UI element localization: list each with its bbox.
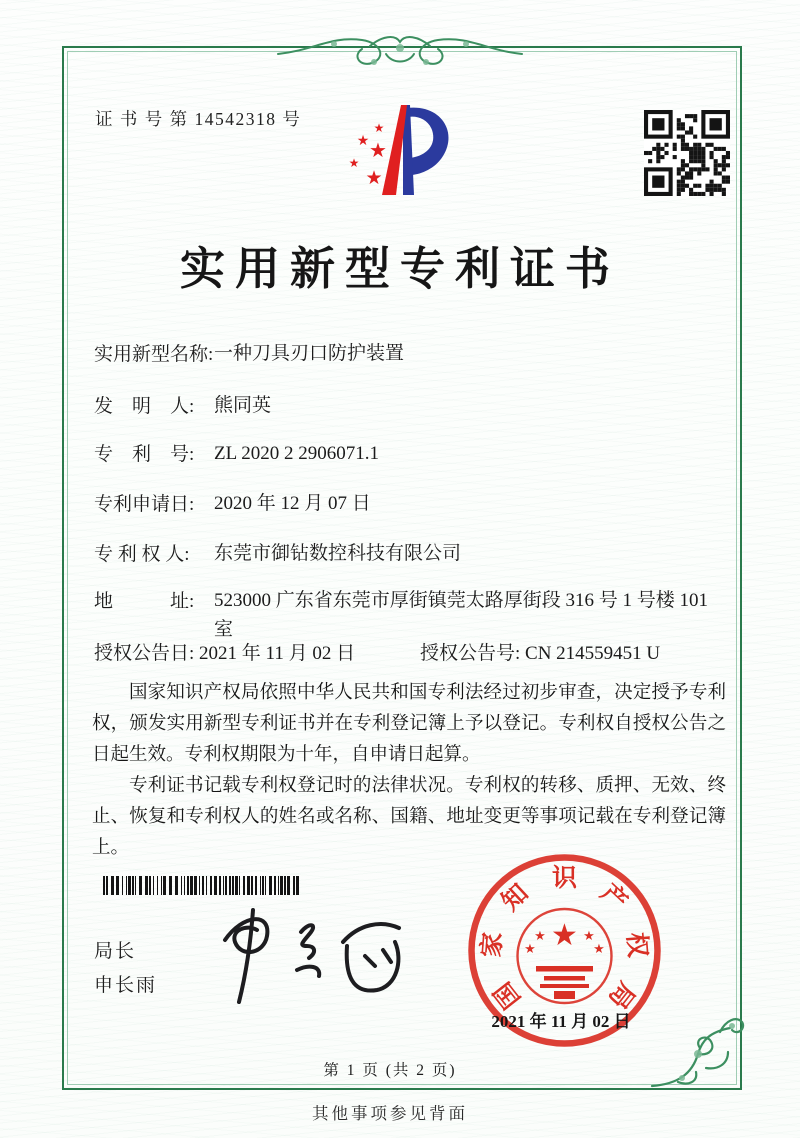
svg-text:识: 识 [551, 865, 578, 892]
legal-text-block [92, 678, 726, 864]
svg-text:★: ★ [551, 919, 578, 952]
field-label: 实用新型名称: [94, 344, 214, 365]
field-value: 2021 年 11 月 02 日 [199, 643, 356, 664]
page-number-note: 第 1 页 (共 2 页) [323, 1062, 457, 1079]
field-row-grant-date [94, 638, 355, 665]
svg-text:局: 局 [602, 976, 640, 1013]
field-row-filing-date [94, 489, 730, 518]
other-matters-note: 其他事项参见背面 [312, 1104, 468, 1123]
barcode [103, 876, 301, 895]
svg-text:知: 知 [497, 879, 534, 917]
field-label: 专 利 权 人: [94, 544, 190, 565]
field-label: 专利申请日: [94, 494, 195, 515]
field-row-inventor [94, 391, 730, 420]
field-row-patentee [94, 539, 730, 568]
field-row-grant-number [420, 638, 660, 665]
field-row-patent-number [94, 439, 730, 468]
field-value: 熊同英 [214, 395, 272, 416]
svg-text:国: 国 [489, 976, 527, 1013]
signer-name: 申长雨 [94, 975, 158, 996]
field-label: 发 明 人: [94, 396, 195, 417]
svg-text:产: 产 [595, 879, 632, 917]
field-value: 523000 广东省东莞市厚街镇莞太路厚街段 316 号 1 号楼 101 室 [214, 590, 709, 640]
top-ornament-flourish-icon [270, 24, 530, 78]
legal-paragraph-1: 国家知识产权局依照中华人民共和国专利法经过初步审查，决定授予专利权，颁发实用新型专利证书并在专利登记簿上予以登记。专利权自授权公告之日起生效。专利权期限为十年，自申请日起算。 [92, 683, 726, 765]
cnipa-logo-icon [345, 96, 463, 204]
field-value: 一种刀具刃口防护装置 [214, 343, 405, 364]
signature-handwriting [195, 898, 425, 1013]
field-value: 东莞市御钻数控科技有限公司 [214, 543, 462, 564]
national-emblem-icon [524, 919, 605, 999]
svg-text:★: ★ [583, 928, 595, 943]
certificate-number: 证 书 号 第 14542318 号 [95, 109, 302, 129]
field-label: 专 利 号: [94, 444, 195, 465]
certificate-title: 实用新型专利证书 [179, 244, 620, 294]
field-label: 授权公告号: [420, 643, 521, 664]
field-value: 2020 年 12 月 07 日 [214, 493, 371, 514]
signer-title: 局长 [94, 941, 137, 962]
svg-text:★: ★ [593, 941, 605, 956]
svg-text:★: ★ [369, 140, 387, 162]
field-value: CN 214559451 U [525, 643, 661, 664]
svg-text:★: ★ [348, 156, 360, 170]
qr-code [644, 110, 730, 196]
svg-text:权: 权 [621, 931, 651, 959]
seal-date: 2021 年 11 月 02 日 [491, 1012, 631, 1031]
svg-text:★: ★ [373, 121, 385, 135]
field-value: ZL 2020 2 2906071.1 [214, 443, 380, 464]
svg-text:★: ★ [534, 928, 546, 943]
field-label: 地 址: [94, 591, 195, 612]
svg-text:★: ★ [524, 941, 536, 956]
svg-text:★: ★ [356, 134, 370, 149]
legal-paragraph-2: 专利证书记载专利权登记时的法律状况。专利权的转移、质押、无效、终止、恢复和专利权人的姓名或名称、国籍、地址变更等事项记载在专利登记簿上。 [92, 776, 726, 858]
field-label: 授权公告日: [94, 643, 195, 664]
svg-text:★: ★ [365, 168, 383, 189]
svg-text:家: 家 [478, 931, 508, 959]
field-row-address [94, 586, 730, 644]
field-row-name [94, 339, 730, 368]
